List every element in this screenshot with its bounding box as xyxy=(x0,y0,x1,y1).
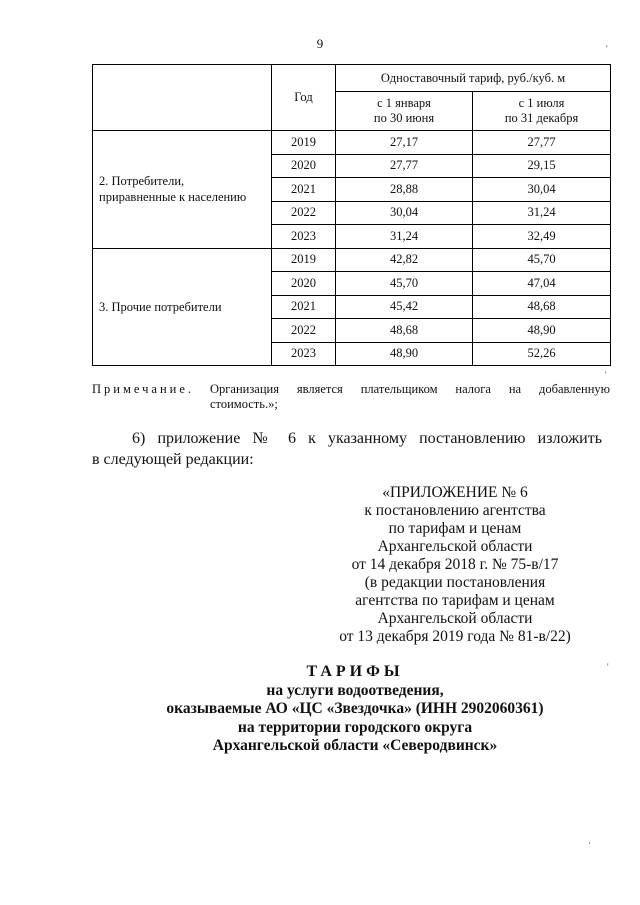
appendix-line: по тарифам и ценам xyxy=(388,520,522,537)
tariff-h2-cell: 30,04 xyxy=(473,178,611,202)
amendment-item-6 xyxy=(92,428,602,470)
page-number: 9 xyxy=(316,36,324,51)
appendix-line: от 13 декабря 2019 года № 81-в/22) xyxy=(339,628,571,645)
tariff-h1-cell: 28,88 xyxy=(336,178,473,202)
year-cell: 2023 xyxy=(272,342,336,366)
title-heading: ТАРИФЫ xyxy=(306,663,404,680)
group-label-3: 3. Прочие потребители xyxy=(93,248,272,366)
appendix-line: «ПРИЛОЖЕНИЕ № 6 xyxy=(382,484,528,501)
tariff-h2-cell: 32,49 xyxy=(473,225,611,249)
title-line: на услуги водоотведения, xyxy=(266,681,444,699)
note-text-line-1: Организация является плательщиком налога на добавленную xyxy=(210,382,610,396)
scan-speck: ' xyxy=(607,662,609,672)
appendix-line: Архангельской области xyxy=(377,610,533,627)
year-cell: 2019 xyxy=(272,248,336,272)
year-cell: 2021 xyxy=(272,178,336,202)
year-cell: 2020 xyxy=(272,272,336,296)
appendix-line: к постановлению агентства xyxy=(364,502,546,519)
item6-line-1: 6) приложение № 6 к указанному постановлению изложить xyxy=(132,430,602,447)
title-line: Архангельской области «Северодвинск» xyxy=(212,737,498,754)
tariff-h1-cell: 45,42 xyxy=(336,295,473,319)
tariff-h2-cell: 47,04 xyxy=(473,272,611,296)
scan-speck: · xyxy=(588,838,591,848)
appendix-line: агентства по тарифам и ценам xyxy=(355,592,555,609)
tariff-h2-cell: 45,70 xyxy=(473,248,611,272)
tariff-h2-cell: 27,77 xyxy=(473,131,611,155)
tariff-h1-cell: 27,17 xyxy=(336,131,473,155)
tariff-h2-cell: 29,15 xyxy=(473,154,611,178)
appendix-header xyxy=(330,484,580,646)
header-period-1: с 1 января по 30 июня xyxy=(336,92,473,131)
appendix-line: от 14 декабря 2018 г. № 75-в/17 xyxy=(351,556,559,573)
tariff-h2-cell: 48,68 xyxy=(473,295,611,319)
scan-speck: ' xyxy=(606,44,608,54)
tariff-h1-cell: 31,24 xyxy=(336,225,473,249)
year-cell: 2019 xyxy=(272,131,336,155)
year-cell: 2021 xyxy=(272,295,336,319)
appendix-line: (в редакции постановления xyxy=(364,574,546,591)
title-line: оказываемые АО «ЦС «Звездочка» (ИНН 2902060361) xyxy=(166,700,544,717)
table-row xyxy=(93,131,611,155)
header-year: Год xyxy=(272,65,336,131)
note-text-line-2: стоимость.»; xyxy=(210,397,278,411)
tariff-h1-cell: 45,70 xyxy=(336,272,473,296)
tariff-h2-cell: 52,26 xyxy=(473,342,611,366)
tariff-h1-cell: 27,77 xyxy=(336,154,473,178)
year-cell: 2022 xyxy=(272,201,336,225)
header-blank-cell xyxy=(93,65,272,131)
note-label: Примечание. xyxy=(92,382,195,396)
item6-line-2: в следующей редакции: xyxy=(92,451,254,468)
tariff-table xyxy=(92,64,611,366)
year-cell: 2020 xyxy=(272,154,336,178)
tariff-h1-cell: 30,04 xyxy=(336,201,473,225)
group-label-2: 2. Потребители, приравненные к населению xyxy=(93,131,272,249)
tariff-h1-cell: 48,90 xyxy=(336,342,473,366)
header-period-2: с 1 июля по 31 декабря xyxy=(473,92,611,131)
scan-speck: ' xyxy=(605,370,607,380)
title-line: на территории городского округа xyxy=(237,718,473,736)
tariff-h1-cell: 42,82 xyxy=(336,248,473,272)
year-cell: 2023 xyxy=(272,225,336,249)
table-row xyxy=(93,248,611,272)
tariff-h2-cell: 31,24 xyxy=(473,201,611,225)
appendix-line: Архангельской области xyxy=(377,538,533,555)
tariff-h2-cell: 48,90 xyxy=(473,319,611,343)
header-tariff: Одноставочный тариф, руб./куб. м xyxy=(336,65,611,92)
tariffs-title xyxy=(90,663,620,756)
tariff-h1-cell: 48,68 xyxy=(336,319,473,343)
year-cell: 2022 xyxy=(272,319,336,343)
